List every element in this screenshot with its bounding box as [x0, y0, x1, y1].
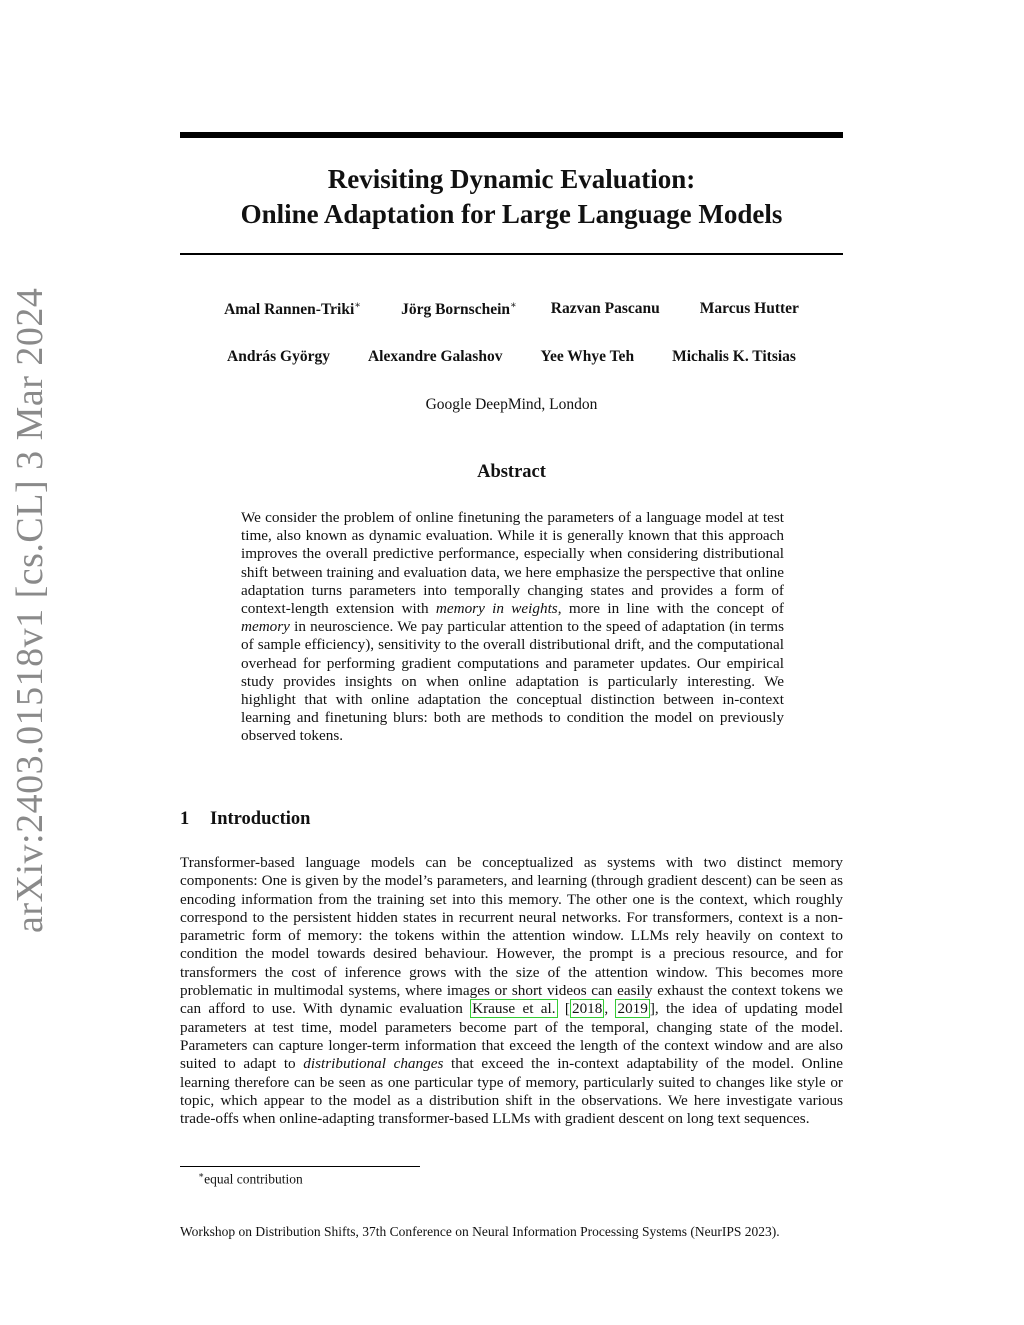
author: András György	[227, 348, 330, 365]
emphasis: memory in weights	[435, 600, 558, 618]
emphasis: distributional changes	[303, 1055, 444, 1073]
author: Razvan Pascanu	[550, 300, 660, 317]
title-line-2: Online Adaptation for Large Language Models	[240, 199, 783, 229]
citation-link-2018[interactable]: 2018	[571, 1000, 603, 1018]
section-heading-introduction	[180, 809, 310, 830]
abstract-heading: Abstract	[477, 462, 546, 482]
title-line-1: Revisiting Dynamic Evaluation:	[327, 164, 696, 194]
author: Marcus Hutter	[699, 300, 799, 317]
emphasis: memory	[241, 618, 290, 636]
citation-link-2019[interactable]: 2019	[617, 1000, 648, 1018]
arxiv-identifier-stamp: arXiv:2403.01518v1 [cs.CL] 3 Mar 2024	[9, 287, 51, 933]
abstract-text: We consider the problem of online finetuning the parameters of a language model at test time, also known as dynamic evaluation. While it is generally known that this approach improves the overall predictive performance, especially when considering distributional shift between training and evaluation data, we here emphasize the perspective that online adaptation turns parameters into temporally changing states and provides a form of context-length extension with memory in weights, more in line with the concept of memory in neuroscience. We pay particular attention to the speed of adaptation (in terms of sample efficiency), sensitivity to the overall distributional drift, and the computational overhead for performing gradient computations and parameter updates. Our empirical study provides insights on when online adaptation is particularly interesting. We highlight that with online adaptation the conceptual distinction between in-context learning and finetuning blurs: both are methods to condition the model on previously observed tokens.	[241, 509, 784, 745]
footnote: ∗equal contribution	[198, 1170, 303, 1187]
affiliation: Google DeepMind, London	[425, 396, 598, 413]
citation-link-krause[interactable]: Krause et al.	[472, 1000, 556, 1018]
paper-title	[180, 162, 843, 232]
title-top-rule	[180, 132, 843, 138]
section-title: Introduction	[210, 809, 311, 829]
author: Alexandre Galashov	[367, 348, 503, 365]
section-number: 1	[180, 809, 190, 829]
author-row-2	[180, 348, 843, 366]
author: Jörg Bornschein∗	[401, 300, 517, 319]
author-row-1	[180, 300, 843, 319]
author: Michalis K. Titsias	[672, 348, 796, 365]
author: Amal Rannen-Triki∗	[224, 300, 362, 319]
title-bottom-rule	[180, 253, 843, 255]
introduction-paragraph: Transformer-based language models can be conceptualized as systems with two distinct memory components: One is given by the model’s parameters, and learning (through gradient descent) can be seen as encoding information from the training set into this memory. The other one is the context, which roughly correspond to the persistent hidden states in recurrent neural networks. For transformers, context is a non-parametric form of memory: the tokens within the attention window. LLMs rely heavily on context to condition the model towards desired behaviour. However, the prompt is a precious resource, and for transformers the cost of inference grows with the size of the attention window. This becomes more problematic in multimodal systems, where images or short videos can easily exhaust the context tokens we can afford to use. With dynamic evaluation Krause et al. [ 2018 , 2019 ], the idea of updating model parameters at test time, model parameters become part of the temporal, changing state of the model. Parameters can capture longer-term information that exceed the length of the context window and are also suited to adapt to distributional changes that exceed the in-context adaptability of the model. Online learning therefore can be seen as one particular type of memory, particularly suited to changes like style or topic, which appear to the model as a distribution shift in the observations. We here investigate various trade-offs when online-adapting transformer-based LLMs with gradient descent on long text sequences.	[180, 854, 844, 1128]
venue-footer: Workshop on Distribution Shifts, 37th Conference on Neural Information Processing Systems (NeurIPS 2023).	[180, 1224, 780, 1239]
author: Yee Whye Teh	[540, 348, 635, 365]
footnote-rule	[180, 1166, 420, 1167]
